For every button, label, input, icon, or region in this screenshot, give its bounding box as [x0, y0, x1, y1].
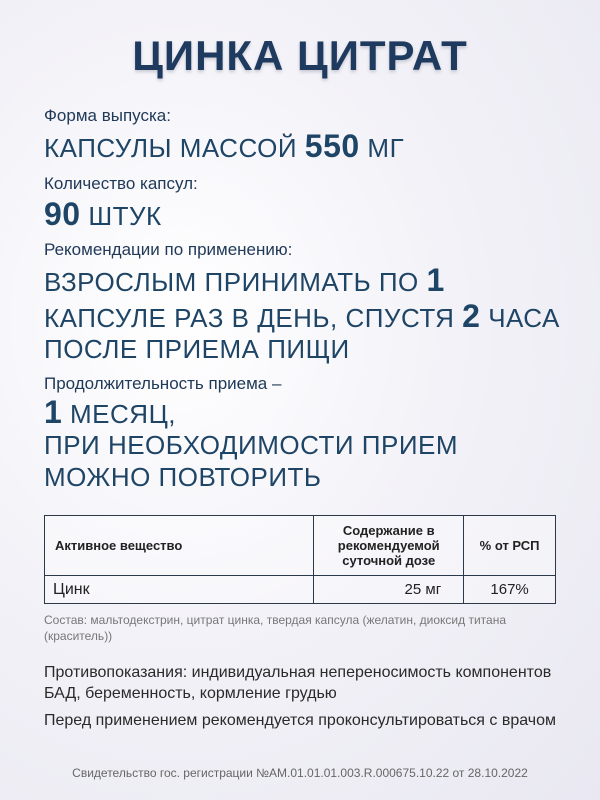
form-value-prefix: КАПСУЛЫ МАССОЙ — [44, 133, 305, 163]
form-value — [44, 128, 404, 165]
registration-text: Свидетельство гос. регистрации №АМ.01.01.01.003.R.000675.10.22 от 28.10.2022 — [72, 766, 528, 780]
usage-line-2 — [44, 298, 560, 335]
duration-line-2: ПРИ НЕОБХОДИМОСТИ ПРИЕМ — [44, 430, 459, 460]
usage-line-1 — [44, 262, 445, 299]
form-value-number: 550 — [304, 128, 360, 164]
usage-line-2-number: 2 — [462, 298, 481, 334]
table-cell-percent: 167% — [464, 576, 556, 604]
duration-line-3: МОЖНО ПОВТОРИТЬ — [44, 462, 322, 492]
usage-line-1-text: ВЗРОСЛЫМ ПРИНИМАТЬ ПО — [44, 267, 427, 297]
duration-line-1-number: 1 — [44, 394, 63, 430]
usage-line-2-text: КАПСУЛЕ РАЗ В ДЕНЬ, СПУСТЯ — [44, 303, 463, 333]
count-label: Количество капсул: — [44, 174, 198, 193]
table-cell-dose: 25 мг — [314, 576, 464, 604]
table-header-percent: % от РСП — [464, 516, 556, 576]
duration-line-1-text: МЕСЯЦ, — [62, 399, 177, 429]
table-header-dose: Содержание в рекомендуемой суточной дозе — [314, 516, 464, 576]
composition-text: Состав: мальтодекстрин, цитрат цинка, твердая капсула (желатин, диоксид титана (краситель)) — [44, 613, 506, 643]
usage-line-2-suffix: ЧАСА — [480, 303, 560, 333]
form-value-suffix: МГ — [359, 133, 405, 163]
contraindications-text: Противопоказания: индивидуальная непереносимость компонентов БАД, беременность, кормление грудью — [44, 664, 552, 702]
table-cell-substance: Цинк — [45, 576, 314, 604]
table-header-row — [45, 516, 556, 576]
nutrition-table — [44, 515, 556, 604]
consult-text: Перед применением рекомендуется проконсультироваться с врачом — [44, 712, 557, 729]
count-value-suffix: ШТУК — [80, 201, 162, 231]
product-title: ЦИНКА ЦИТРАТ — [132, 32, 468, 79]
count-value-number: 90 — [44, 196, 81, 232]
duration-label: Продолжительность приема – — [44, 374, 282, 393]
usage-line-1-number: 1 — [426, 262, 445, 298]
usage-label: Рекомендации по применению: — [44, 240, 293, 259]
table-row — [45, 576, 556, 604]
count-value — [44, 196, 162, 233]
usage-line-3: ПОСЛЕ ПРИЕМА ПИЩИ — [44, 334, 350, 364]
duration-line-1 — [44, 394, 176, 431]
table-header-substance: Активное вещество — [45, 516, 314, 576]
form-label: Форма выпуска: — [44, 106, 171, 125]
